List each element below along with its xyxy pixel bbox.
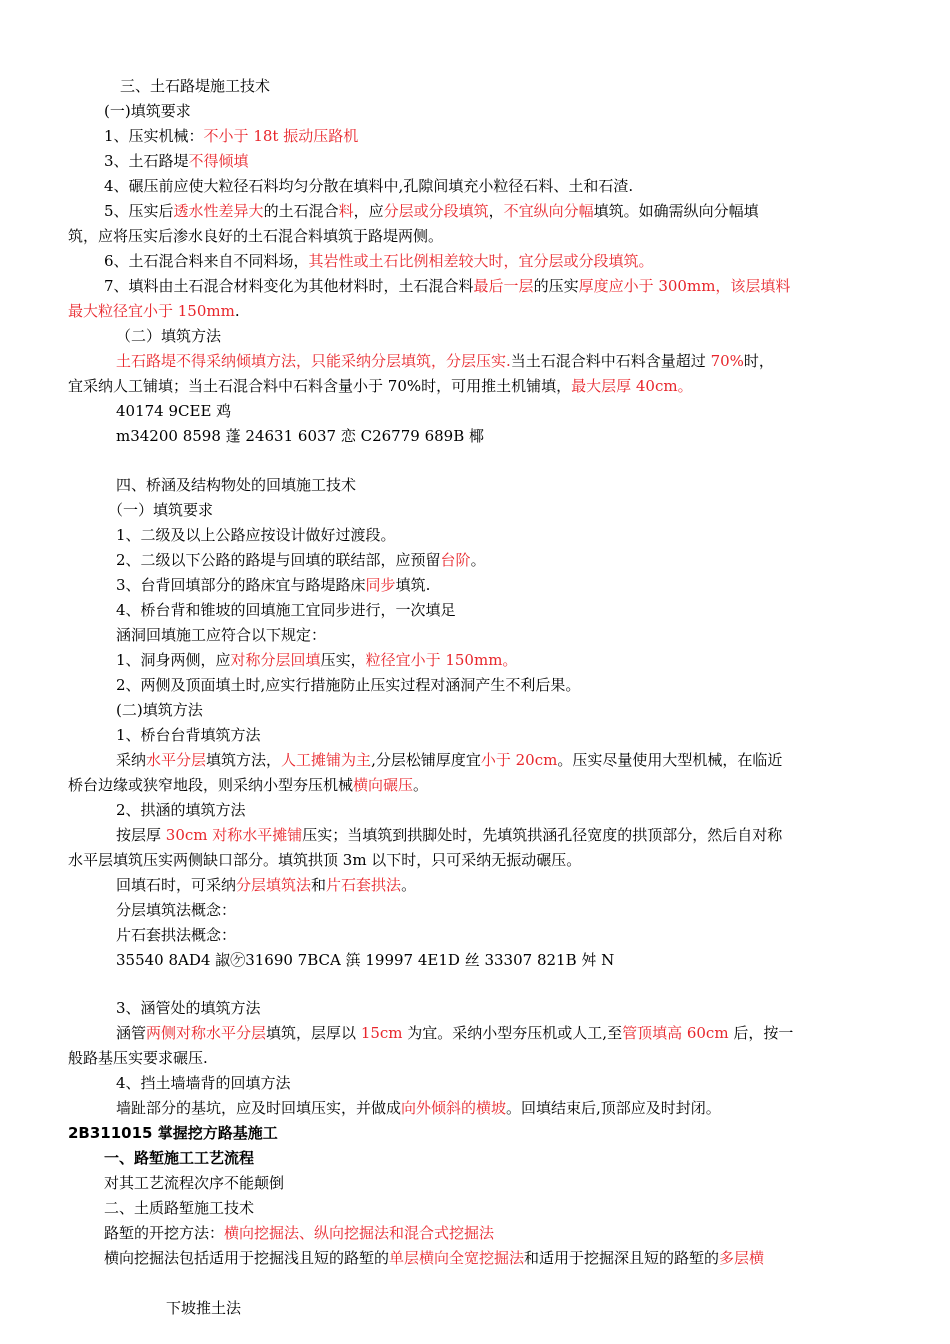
text-segment: 为宜。采纳小型夯压机或人工,至 [402, 1024, 623, 1042]
text-segment: 5、压实后 [104, 202, 174, 220]
text-segment: 横向挖掘法包括适用于挖掘浅且短的路堑的 [104, 1249, 390, 1267]
highlight-text: 15cm [360, 1024, 403, 1042]
text-line [116, 351, 774, 371]
text-line [104, 1148, 254, 1168]
text-line [116, 925, 236, 945]
text-segment: ,分层松铺厚度宜 [371, 751, 481, 769]
text-line [116, 950, 614, 970]
highlight-text: 30cm 对称水平摊铺 [165, 826, 303, 844]
text-line [116, 1098, 721, 1118]
highlight-text: 片石套拱法 [326, 876, 402, 894]
text-line [104, 251, 654, 271]
text-segment: 后，按一 [728, 1024, 794, 1042]
text-segment: 路堑的开挖方法： [104, 1224, 225, 1242]
text-segment: 当土石混合料中石料含量超过 [510, 352, 711, 370]
text-segment: 2、二级以下公路的路堤与回填的联结部，应预留 [116, 551, 441, 569]
text-segment: 4、碾压前应使大粒径石料均匀分散在填料中,孔隙间填充小粒径石料、土和石渣. [104, 177, 634, 195]
text-segment: 片石套拱法概念： [116, 926, 237, 944]
text-segment: 填筑。如确需纵向分幅填 [593, 202, 759, 220]
text-line [104, 126, 358, 146]
text-line [104, 1248, 764, 1268]
text-line [116, 998, 261, 1018]
highlight-text: 最后一层 [473, 277, 534, 295]
text-line [116, 401, 231, 421]
text-segment: （一）填筑要求 [108, 501, 214, 519]
text-segment: 1、二级及以上公路应按设计做好过渡段。 [116, 526, 396, 544]
text-segment: 筑，应将压实后渗水良好的土石混合料填筑于路堤两侧。 [68, 227, 444, 245]
text-segment: 对其工艺流程次序不能颠倒 [104, 1174, 285, 1192]
highlight-text: 两侧对称水平分层 [146, 1024, 267, 1042]
text-line [116, 675, 580, 695]
highlight-text: 向外倾斜的横坡 [401, 1099, 507, 1117]
text-line [116, 825, 782, 845]
text-segment: m34200 8598 蓬 24631 6037 恋 C26779 689B 椰 [116, 427, 484, 445]
text-line [116, 900, 236, 920]
text-segment: 。 [413, 776, 429, 794]
text-line [68, 775, 428, 795]
text-segment: 二、土质路堑施工技术 [104, 1199, 255, 1217]
text-line [116, 875, 416, 895]
text-segment: 和适用于挖掘深且短的路堑的 [524, 1249, 720, 1267]
text-segment: 涵洞回填施工应符合以下规定： [116, 626, 327, 644]
text-segment: 填筑. [395, 576, 431, 594]
text-line [116, 426, 484, 446]
text-segment: 7、填料由土石混合材料变化为其他材料时，土石混合料 [104, 277, 474, 295]
highlight-text: 最大粒径宜小于 150mm [68, 302, 235, 320]
text-line [116, 625, 326, 645]
highlight-text: 厚度应小于 300mm，该层填料 [578, 277, 791, 295]
text-line [116, 326, 221, 346]
highlight-text: 水平分层 [146, 751, 207, 769]
text-line [68, 1048, 208, 1068]
highlight-text: 同步 [365, 576, 396, 594]
text-segment: 35540 8AD4 諔㋘31690 7BCA 篊 19997 4E1D 丝 33307 821B 舛 N [116, 951, 615, 969]
highlight-text: 最大层厚 40cm。 [571, 377, 693, 395]
text-segment: 时， [743, 352, 774, 370]
text-segment: 。 [401, 876, 417, 894]
text-line [116, 525, 396, 545]
highlight-text: 70% [710, 352, 744, 370]
text-segment: 涵管 [116, 1024, 147, 1042]
highlight-text: 分层或分段填筑 [383, 202, 489, 220]
text-segment: ， [488, 202, 504, 220]
text-line [104, 276, 790, 296]
text-segment: 压实， [320, 651, 366, 669]
text-segment: 2、两侧及顶面填土时,应实行措施防止压实过程对涵洞产生不利后果。 [116, 676, 581, 694]
text-segment: 3、台背回填部分的路床宜与路堤路床 [116, 576, 366, 594]
text-segment: 6、土石混合料来自不同料场， [104, 252, 309, 270]
highlight-text: 人工摊铺为主 [281, 751, 372, 769]
highlight-text: 透水性差异大 [173, 202, 264, 220]
highlight-text: 管顶填高 60cm [622, 1024, 729, 1042]
text-segment: 2、拱涵的填筑方法 [116, 801, 246, 819]
text-segment: 填筑，层厚以 [266, 1024, 361, 1042]
highlight-text: 分层填筑法 [236, 876, 312, 894]
highlight-text: 土石路堤不得采纳倾填方法，只能采纳分层填筑，分层压实. [116, 352, 511, 370]
text-segment: 填筑方法， [206, 751, 282, 769]
text-segment: 4、桥台背和锥坡的回填施工宜同步进行，一次填足 [116, 601, 456, 619]
highlight-text: 不得倾填 [188, 152, 249, 170]
text-line [116, 550, 486, 570]
text-line [116, 750, 782, 770]
highlight-text: 对称分层回填 [230, 651, 321, 669]
text-segment: 和 [311, 876, 327, 894]
highlight-text: 小于 20cm [480, 751, 558, 769]
text-line [104, 1223, 494, 1243]
text-line [116, 1023, 793, 1043]
text-segment: 回填石时，可采纳 [116, 876, 237, 894]
text-line [68, 226, 443, 246]
text-line [104, 1173, 284, 1193]
text-line [166, 1298, 241, 1318]
text-line [104, 1198, 254, 1218]
highlight-text: 多层横 [719, 1249, 765, 1267]
text-line [68, 850, 581, 870]
text-segment: 墙趾部分的基坑，应及时回填压实，并做成 [116, 1099, 402, 1117]
text-segment: 桥台边缘或狭窄地段，则采纳小型夯压机械 [68, 776, 354, 794]
text-line [116, 800, 246, 820]
text-segment: 的土石混合 [263, 202, 339, 220]
bold-heading-text: 2B311015 掌握挖方路基施工 [68, 1124, 278, 1142]
text-segment: (一)填筑要求 [104, 102, 191, 120]
text-line [120, 76, 270, 96]
text-segment: （二）填筑方法 [116, 327, 222, 345]
highlight-text: 料 [338, 202, 354, 220]
highlight-text: 台阶 [440, 551, 471, 569]
text-line [104, 201, 759, 221]
text-line [116, 650, 517, 670]
text-segment: 。压实尽量使用大型机械，在临近 [557, 751, 783, 769]
text-segment: 。回填结束后,顶部应及时封闭。 [506, 1099, 721, 1117]
text-segment: 4、挡土墙墙背的回填方法 [116, 1074, 291, 1092]
text-segment: 3、涵管处的填筑方法 [116, 999, 261, 1017]
text-line [68, 1123, 278, 1143]
text-line [108, 500, 213, 520]
text-line [104, 176, 633, 196]
text-line [116, 475, 356, 495]
text-segment: 水平层填筑压实两侧缺口部分。填筑拱顶 3m 以下时，只可采纳无振动碾压。 [68, 851, 582, 869]
text-segment: 1、压实机械： [104, 127, 204, 145]
text-line [116, 575, 430, 595]
text-line [68, 376, 693, 396]
text-line [116, 1073, 291, 1093]
highlight-text: 不小于 18t 振动压路机 [203, 127, 359, 145]
text-segment: 三、土石路堤施工技术 [120, 77, 271, 95]
text-segment: 宜采纳人工铺填；当土石混合料中石料含量小于 70%时，可用推土机铺填， [68, 377, 572, 395]
text-segment: 的压实 [533, 277, 579, 295]
highlight-text: 其岩性或土石比例相差较大时，宜分层或分段填筑。 [308, 252, 654, 270]
highlight-text: 粒径宜小于 150mm。 [365, 651, 518, 669]
text-segment: 般路基压实要求碾压. [68, 1049, 208, 1067]
text-segment: 40174 9CEE 鸡 [116, 402, 232, 420]
bold-heading-text: 一、路堑施工工艺流程 [104, 1149, 255, 1167]
text-line [104, 101, 191, 121]
highlight-text: 横向碾压 [353, 776, 414, 794]
text-segment: 1、洞身两侧，应 [116, 651, 231, 669]
text-segment: ，应 [353, 202, 384, 220]
text-line [116, 700, 203, 720]
text-segment: 下坡推土法 [166, 1299, 242, 1317]
text-segment: 压实；当填筑到拱脚处时，先填筑拱涵孔径宽度的拱顶部分，然后自对称 [302, 826, 783, 844]
highlight-text: 横向挖掘法、纵向挖掘法和混合式挖掘法 [224, 1224, 495, 1242]
text-segment: 采纳 [116, 751, 147, 769]
text-line [104, 151, 249, 171]
text-segment: 分层填筑法概念： [116, 901, 237, 919]
text-segment: 。 [470, 551, 486, 569]
text-segment: 四、桥涵及结构物处的回填施工技术 [116, 476, 357, 494]
highlight-text: 不宜纵向分幅 [503, 202, 594, 220]
text-line [116, 600, 456, 620]
text-segment: 3、土石路堤 [104, 152, 189, 170]
text-line [68, 301, 240, 321]
text-segment: (二)填筑方法 [116, 701, 203, 719]
text-line [116, 725, 261, 745]
text-segment: 按层厚 [116, 826, 166, 844]
text-segment: 1、桥台台背填筑方法 [116, 726, 261, 744]
highlight-text: 单层横向全宽挖掘法 [389, 1249, 525, 1267]
text-segment: . [234, 302, 240, 320]
